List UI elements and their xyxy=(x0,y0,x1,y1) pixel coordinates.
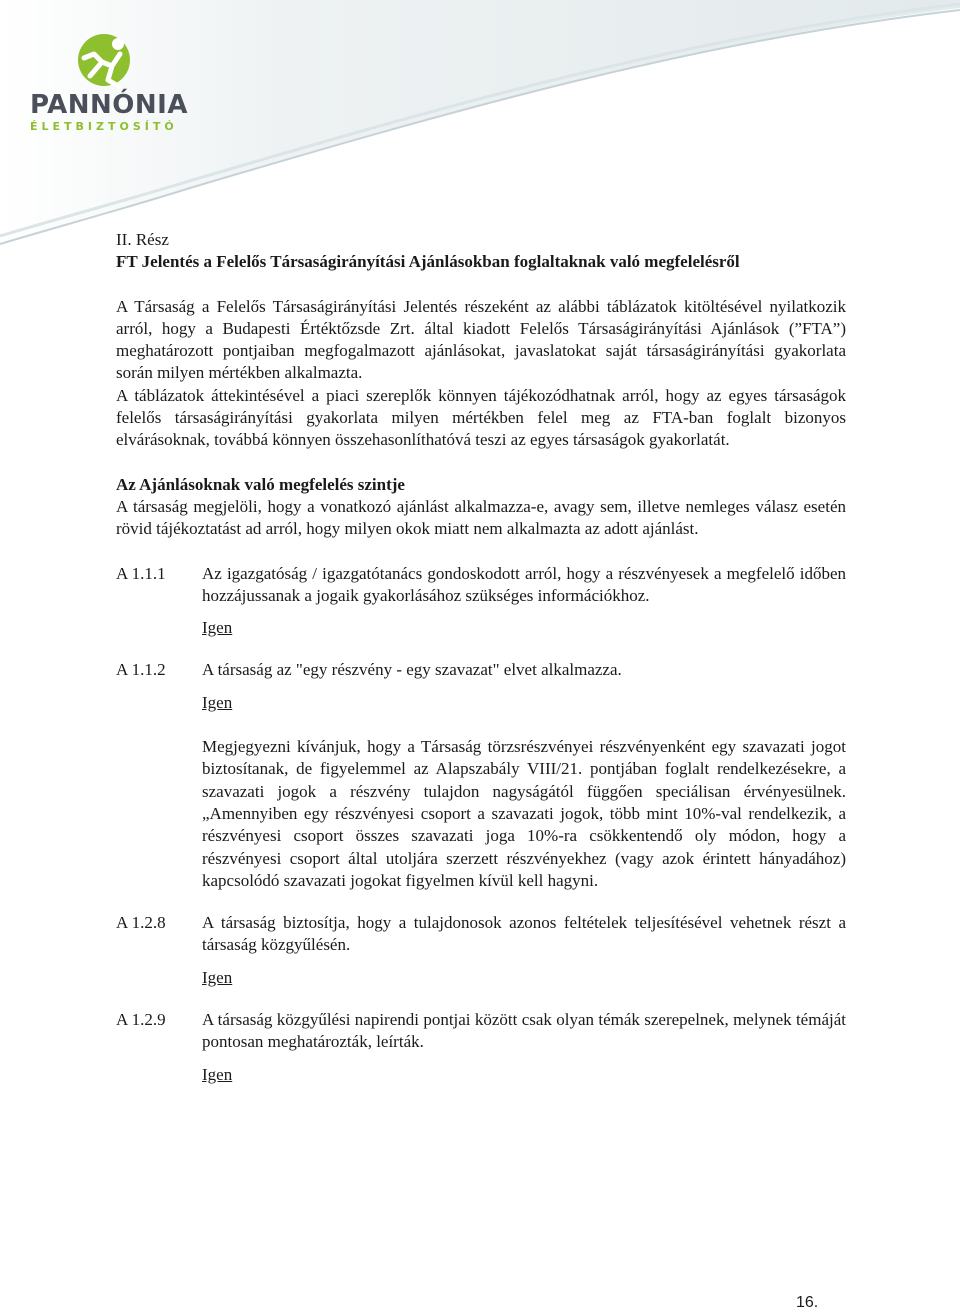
section-text: A társaság megjelöli, hogy a vonatkozó ajánlást alkalmazza-e, avagy sem, illetve nemleges válasz esetén rövid tájékoztatást ad arról, hogy milyen okok miatt nem alkalmazta az adott ajánlást. xyxy=(116,496,846,539)
runner-logo-icon xyxy=(60,32,150,92)
logo-subtitle: ÉLETBIZTOSÍTÓ xyxy=(30,120,178,133)
recommendation-code: A 1.1.1 xyxy=(116,563,166,583)
recommendation-text: A társaság az "egy részvény - egy szavazat" elvet alkalmazza. xyxy=(202,660,622,680)
recommendation-note: Megjegyezni kívánjuk, hogy a Társaság törzsrészvényei részvényenként egy szavazati jogot biztosítanak, de figyelemmel az Alapszabály VIII/21. pontjában foglalt rendelkezésekre, a szavazati jogok a részvény tulajdon nagyságától függően speciálisan érvényesülnek. „Amennyiben egy részvényesi csoport a szavazati jogok, több mint 10%-val rendelkezik, a részvényesi csoport összes szavazati joga 10%-ra csökkentendő oly módon, hogy a részvényesi csoport által utoljára szerzett részvényekhez (vagy azok érintett hányadához) kapcsolódó szavazati jogokat figyelmen kívül kell hagyni. xyxy=(202,737,846,890)
recommendation-text: A társaság közgyűlési napirendi pontjai között csak olyan témák szerepelnek, melynek témáját pontosan meghatározták, leírták. xyxy=(202,1010,846,1052)
section-title: Az Ajánlásoknak való megfelelés szintje xyxy=(116,474,405,494)
recommendation-code: A 1.2.9 xyxy=(116,1010,166,1030)
recommendation-code: A 1.1.2 xyxy=(116,660,166,680)
recommendation-item xyxy=(116,563,846,640)
recommendation-code: A 1.2.8 xyxy=(116,913,166,933)
recommendation-text: Az igazgatóság / igazgatótanács gondoskodott arról, hogy a részvényesek a megfelelő időben hozzájussanak a jogaik gyakorlásához szükséges információkhoz. xyxy=(202,563,846,605)
intro-paragraph-2: A táblázatok áttekintésével a piaci szereplők könnyen tájékozódhatnak arról, hogy az egyes társaságok felelős társaságirányítási gyakorlata milyen mértékben felel meg az FTA-ban foglalt bizonyos elvárásoknak, továbbá könnyen összehasonlíthatóvá teszi az egyes társaságok gyakorlatát. xyxy=(116,385,846,450)
company-logo xyxy=(22,32,202,142)
recommendation-answer: Igen xyxy=(202,618,233,638)
recommendation-item xyxy=(116,659,846,892)
recommendation-answer: Igen xyxy=(202,967,233,987)
recommendation-answer: Igen xyxy=(202,692,233,712)
recommendation-item xyxy=(116,1009,846,1086)
recommendation-item xyxy=(116,912,846,989)
document-body xyxy=(116,229,846,1086)
part-label: II. Rész xyxy=(116,230,169,249)
document-title: FT Jelentés a Felelős Társaságirányítási Ajánlásokban foglaltaknak való megfelelésről xyxy=(116,252,740,272)
intro-paragraph-1: A Társaság a Felelős Társaságirányítási Jelentés részeként az alábbi táblázatok kitöltésével nyilatkozik arról, hogy a Budapesti Értéktőzsde Zrt. által kiadott Felelős Társaságirányítási Ajánlások (”FTA”) meghatározott pontjaiban megfogalmazott ajánlásokat, javaslatokat saját társaságirányítási gyakorlata során milyen mértékben alkalmazta. xyxy=(116,296,846,383)
recommendation-answer: Igen xyxy=(202,1064,233,1084)
page-number: 16. xyxy=(796,1294,819,1311)
recommendation-text: A társaság biztosítja, hogy a tulajdonosok azonos feltételek teljesítésével vehetnek részt a társaság közgyűlésén. xyxy=(202,913,846,955)
logo-wordmark: PANNÓNIA xyxy=(30,90,188,120)
